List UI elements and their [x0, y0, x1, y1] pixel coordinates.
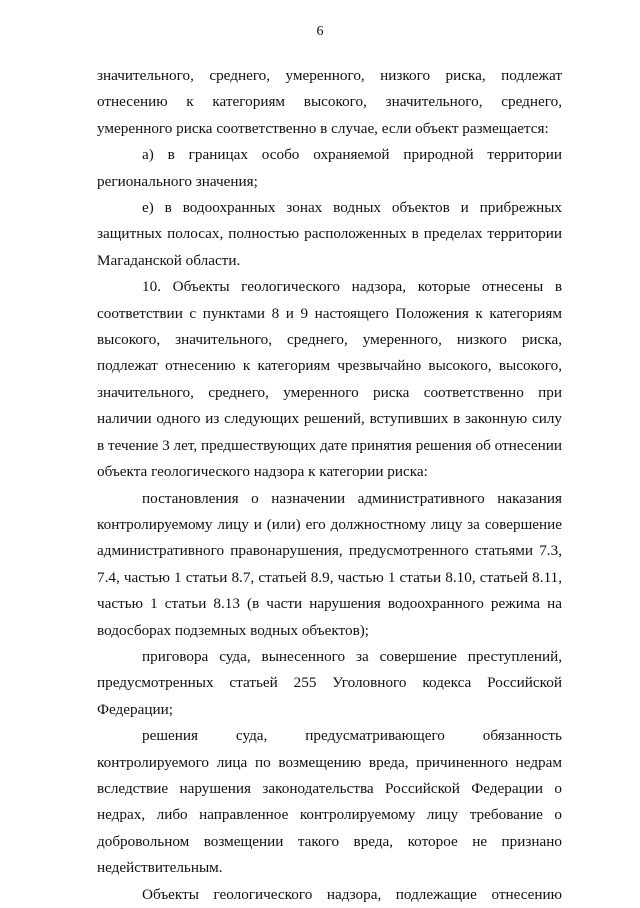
paragraph-administrative-penalty: постановления о назначении административного наказания контролируемому лицу и (или) его должностному лицу за совершение административного правонарушения, предусмотренного статьями 7.3, 7.4, частью 1 статьи 8.7, статьей 8.9, частью 1 статьи 8.10, статьей 8.11, частью 1 статьи 8.13 (в части нарушения водоохранного режима на водосборах подземных водных объектов);	[97, 489, 562, 639]
document-body	[97, 63, 562, 908]
paragraph-item-e: е) в водоохранных зонах водных объектов и прибрежных защитных полосах, полностью расположенных в пределах территории Магаданской области.	[97, 199, 562, 269]
paragraph-court-decision: решения суда, предусматривающего обязанность контролируемого лица по возмещению вреда, причиненного недрам вследствие нарушения законодательства Российской Федерации о недрах, либо направленное контролируемому лицу требование о добровольном возмещении такого вреда, которое не признано недействительным.	[97, 727, 562, 877]
page-number: 6	[316, 24, 324, 39]
paragraph-10: 10. Объекты геологического надзора, которые отнесены в соответствии с пунктами 8 и 9 настоящего Положения к категориям высокого, значительного, среднего, умеренного, низкого риска, подлежат отнесению к категориям чрезвычайно высокого, высокого, значительного, среднего, умеренного риска соответственно при наличии одного из следующих решений, вступивших в законную силу в течение 3 лет, предшествующих дате принятия решения об отнесении объекта геологического надзора к категории риска:	[97, 278, 562, 481]
paragraph-court-sentence: приговора суда, вынесенного за совершение преступлений, предусмотренных статьей 255 Уголовного кодекса Российской Федерации;	[97, 647, 562, 718]
paragraph-item-a: а) в границах особо охраняемой природной территории регионального значения;	[97, 146, 562, 190]
paragraph-continuation: значительного, среднего, умеренного, низкого риска, подлежат отнесению к категориям высокого, значительного, среднего, умеренного риска соответственно в случае, если объект размещается:	[97, 67, 562, 137]
paragraph-objects-subject: Объекты геологического надзора, подлежащие отнесению	[142, 885, 562, 903]
